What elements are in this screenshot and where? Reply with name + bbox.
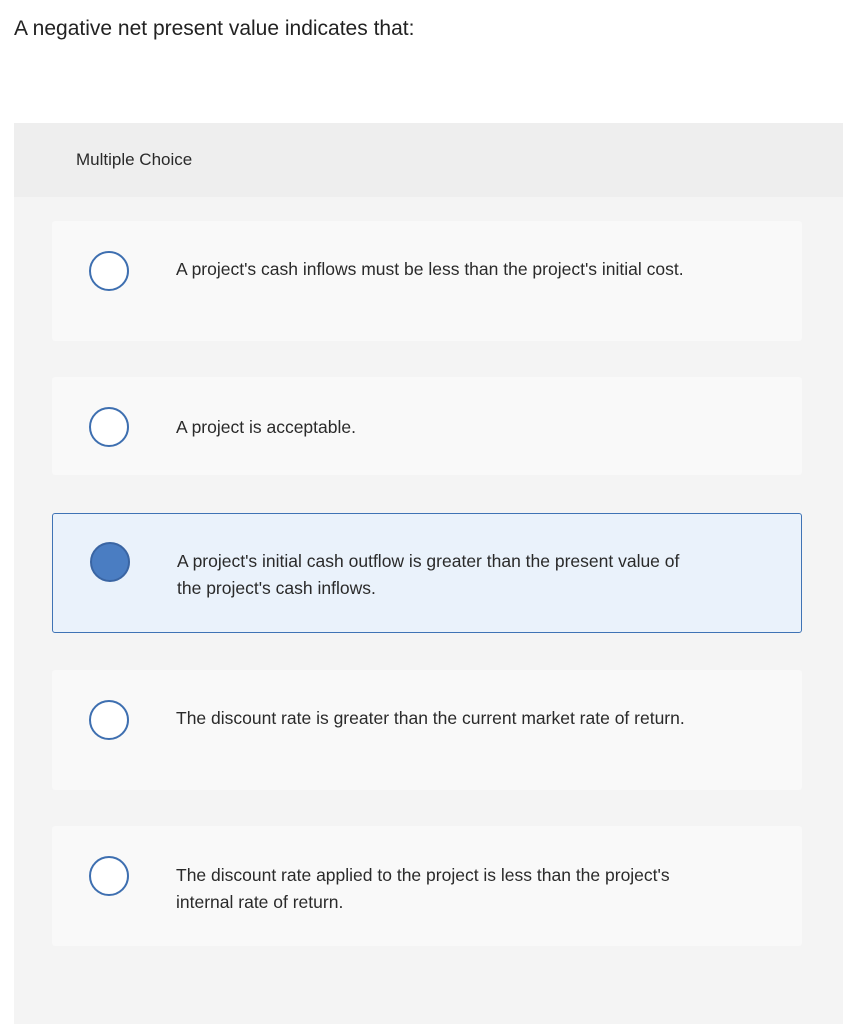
answer-option[interactable] <box>52 826 802 946</box>
answer-option[interactable] <box>52 221 802 341</box>
option-text: A project is acceptable. <box>176 417 356 437</box>
option-text: The discount rate is greater than the current market rate of return. <box>176 708 685 728</box>
answer-panel <box>14 123 843 1024</box>
panel-header <box>14 123 843 197</box>
answer-option[interactable] <box>52 377 802 475</box>
radio-button[interactable] <box>89 856 129 896</box>
question-type-label: Multiple Choice <box>76 150 193 169</box>
radio-button[interactable] <box>89 700 129 740</box>
answer-option[interactable] <box>52 670 802 790</box>
radio-button-selected[interactable] <box>90 542 130 582</box>
radio-button[interactable] <box>89 407 129 447</box>
radio-button[interactable] <box>89 251 129 291</box>
option-text: A project's initial cash outflow is greater than the present value of the project's cash inflows. <box>177 551 680 598</box>
option-text: The discount rate applied to the project is less than the project's internal rate of return. <box>176 865 670 912</box>
option-text: A project's cash inflows must be less than the project's initial cost. <box>176 259 684 279</box>
question-text: A negative net present value indicates that: <box>14 17 415 40</box>
answer-option-selected[interactable] <box>52 513 802 633</box>
